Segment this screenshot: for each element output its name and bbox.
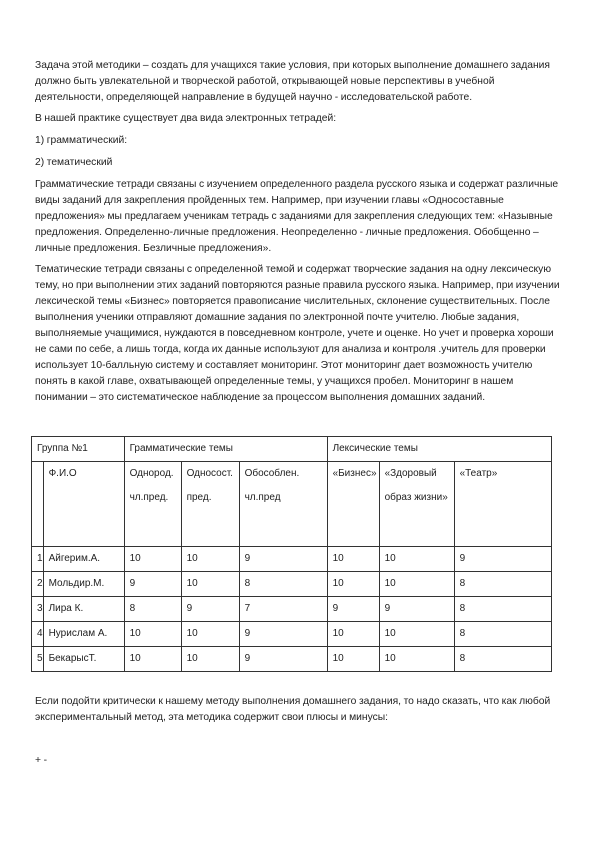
- score-cell: 9: [327, 597, 379, 622]
- score-cell: 8: [454, 597, 551, 622]
- fio-header: Ф.И.О: [43, 462, 124, 547]
- subheader-cell: [181, 462, 239, 547]
- score-cell: 10: [124, 547, 181, 572]
- subheader-text: «Бизнес»: [332, 468, 377, 479]
- student-name: БекарысТ.: [43, 647, 124, 672]
- score-cell: 8: [454, 572, 551, 597]
- score-cell: 10: [379, 572, 454, 597]
- row-number: 4: [32, 622, 44, 647]
- score-cell: 9: [379, 597, 454, 622]
- subheader-cell: [454, 462, 551, 547]
- grammatical-notebooks-paragraph: Грамматические тетради связаны с изучением определенного раздела русского языка и содержат различные виды заданий для закрепления пройденных тем. Например, при изучении главы «Односоставные предложения» мы предлагаем ученикам тетрадь с заданиями для закрепления следующих тем: «Назывные предложения. Определенно-личные предложения. Неопределенно - личные предложения. Обобщенно – личные предложения. Безличные предложения».: [35, 179, 559, 254]
- list-item-thematic: 2) тематический: [35, 157, 113, 168]
- score-cell: 9: [454, 547, 551, 572]
- notebook-types-paragraph: В нашей практике существует два вида электронных тетрадей:: [35, 113, 337, 124]
- score-cell: 10: [327, 547, 379, 572]
- subheader-text: чл.пред.: [129, 492, 169, 503]
- score-cell: 10: [181, 647, 239, 672]
- row-number: 5: [32, 647, 44, 672]
- score-cell: 8: [454, 647, 551, 672]
- lexical-topics-header: Лексические темы: [327, 437, 551, 462]
- subheader-cell: [124, 462, 181, 547]
- score-cell: 8: [239, 572, 327, 597]
- monitoring-table: [31, 436, 552, 672]
- score-cell: 10: [181, 622, 239, 647]
- table-row: [32, 647, 552, 672]
- table-row: [32, 597, 552, 622]
- table-row: [32, 622, 552, 647]
- student-name: Мольдир.М.: [43, 572, 124, 597]
- score-cell: 10: [327, 572, 379, 597]
- score-cell: 10: [379, 622, 454, 647]
- subheader-text: Односост.: [186, 468, 233, 479]
- grammatical-topics-header: Грамматические темы: [124, 437, 327, 462]
- score-cell: 9: [124, 572, 181, 597]
- score-cell: 9: [239, 647, 327, 672]
- list-item-grammatical: 1) грамматический:: [35, 135, 128, 146]
- row-number: 2: [32, 572, 44, 597]
- score-cell: 7: [239, 597, 327, 622]
- table-header-row: [32, 437, 552, 462]
- conclusion-paragraph: Если подойти критически к нашему методу выполнения домашнего задания, то надо сказать, что как любой экспериментальный метод, эта методика содержит свои плюсы и минусы:: [35, 696, 551, 723]
- score-cell: 10: [379, 647, 454, 672]
- score-cell: 10: [379, 547, 454, 572]
- subheader-text: «Здоровый: [384, 468, 437, 479]
- table-subheader-row: [32, 462, 552, 547]
- subheader-cell: [379, 462, 454, 547]
- score-cell: 10: [124, 622, 181, 647]
- student-name: Лира К.: [43, 597, 124, 622]
- intro-paragraph: Задача этой методики – создать для учащихся такие условия, при которых выполнение домашнего задания должно быть увлекательной и творческой работой, открывающей новые перспективы в учебной деятельности, определяющей направление в будущей научно - исследовательской работе.: [35, 60, 551, 103]
- subheader-cell: [327, 462, 379, 547]
- subheader-text: образ жизни»: [384, 492, 448, 503]
- score-cell: 9: [239, 547, 327, 572]
- number-cell: [32, 462, 44, 547]
- subheader-text: Обособлен.: [244, 468, 300, 479]
- subheader-text: пред.: [186, 492, 212, 503]
- row-number: 1: [32, 547, 44, 572]
- score-cell: 10: [124, 647, 181, 672]
- table-row: [32, 572, 552, 597]
- student-name: Нурислам А.: [43, 622, 124, 647]
- thematic-notebooks-paragraph: Тематические тетради связаны с определенной темой и содержат творческие задания на одну лексическую тему, но при выполнении этих заданий повторяются разные правила русского языка. Например, при изучении лексической темы «Бизнес» повторяется правописание числительных, склонение существительных. После выполнения ученики отправляют домашние задания по электронной почте учителю. Любые задания, выполняемые учащимися, нуждаются в повседневном контроле, учете и оценке. Но учет и проверка хороши не сами по себе, а лишь тогда, когда их данные используют для анализа и контроля .учитель для проверки использует 10-балльную систему и составляет мониторинг. Этот мониторинг дает возможность учителю понять в какой главе, охватывающей определенные темы, у учащихся пробел. Мониторинг в нашем понимании – это систематическое наблюдение за процессом выполнения домашних заданий.: [35, 264, 560, 403]
- row-number: 3: [32, 597, 44, 622]
- score-cell: 10: [181, 572, 239, 597]
- score-cell: 9: [181, 597, 239, 622]
- score-cell: 10: [327, 647, 379, 672]
- pros-cons-marker: + -: [35, 755, 48, 766]
- subheader-text: чл.пред: [244, 492, 281, 503]
- score-cell: 8: [454, 622, 551, 647]
- table-row: [32, 547, 552, 572]
- subheader-text: Однород.: [129, 468, 174, 479]
- student-name: Айгерим.А.: [43, 547, 124, 572]
- score-cell: 10: [181, 547, 239, 572]
- subheader-text: «Театр»: [459, 468, 498, 479]
- score-cell: 10: [327, 622, 379, 647]
- score-cell: 9: [239, 622, 327, 647]
- group-header: Группа №1: [32, 437, 125, 462]
- subheader-cell: [239, 462, 327, 547]
- score-cell: 8: [124, 597, 181, 622]
